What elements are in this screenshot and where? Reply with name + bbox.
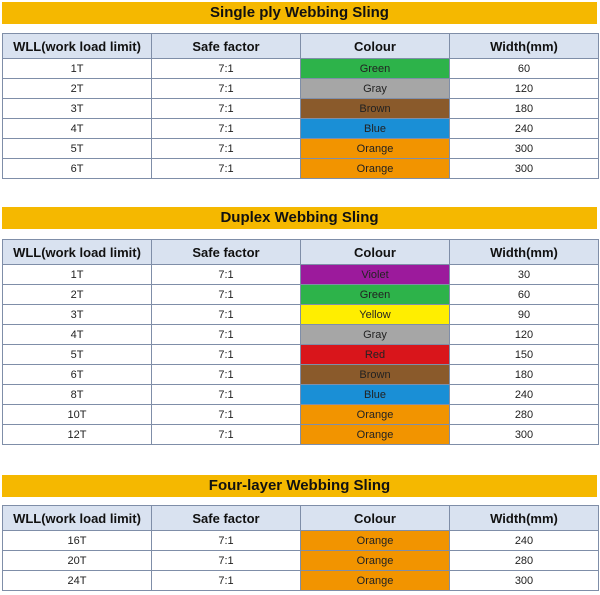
- table-row: [3, 405, 599, 425]
- safe-factor-cell: 7:1: [152, 425, 301, 445]
- header-wll: WLL(work load limit): [3, 240, 152, 265]
- header-colour: Colour: [301, 506, 450, 531]
- wll-cell: 1T: [3, 59, 152, 79]
- safe-factor-cell: 7:1: [152, 265, 301, 285]
- safe-factor-cell: 7:1: [152, 551, 301, 571]
- width-cell: 240: [450, 531, 599, 551]
- wll-cell: 5T: [3, 345, 152, 365]
- header-colour: Colour: [301, 240, 450, 265]
- wll-cell: 2T: [3, 79, 152, 99]
- width-cell: 240: [450, 385, 599, 405]
- table-row: [3, 79, 599, 99]
- width-cell: 300: [450, 425, 599, 445]
- section-title: Four-layer Webbing Sling: [2, 475, 597, 497]
- width-cell: 180: [450, 99, 599, 119]
- width-cell: 60: [450, 59, 599, 79]
- safe-factor-cell: 7:1: [152, 345, 301, 365]
- safe-factor-cell: 7:1: [152, 79, 301, 99]
- header-width: Width(mm): [450, 506, 599, 531]
- header-row: [3, 34, 599, 59]
- table-row: [3, 159, 599, 179]
- table-row: [3, 119, 599, 139]
- wll-cell: 6T: [3, 365, 152, 385]
- spec-table: [2, 505, 599, 591]
- safe-factor-cell: 7:1: [152, 139, 301, 159]
- table-row: [3, 571, 599, 591]
- width-cell: 300: [450, 139, 599, 159]
- table-row: [3, 425, 599, 445]
- header-colour: Colour: [301, 34, 450, 59]
- section-title: Single ply Webbing Sling: [2, 2, 597, 24]
- width-cell: 280: [450, 551, 599, 571]
- safe-factor-cell: 7:1: [152, 325, 301, 345]
- header-safe-factor: Safe factor: [152, 240, 301, 265]
- colour-cell: Orange: [301, 139, 450, 159]
- header-row: [3, 506, 599, 531]
- table-row: [3, 325, 599, 345]
- spec-table: [2, 33, 599, 179]
- table-row: [3, 385, 599, 405]
- colour-cell: Blue: [301, 119, 450, 139]
- safe-factor-cell: 7:1: [152, 385, 301, 405]
- safe-factor-cell: 7:1: [152, 119, 301, 139]
- header-wll: WLL(work load limit): [3, 34, 152, 59]
- wll-cell: 24T: [3, 571, 152, 591]
- table-row: [3, 345, 599, 365]
- wll-cell: 4T: [3, 119, 152, 139]
- header-safe-factor: Safe factor: [152, 34, 301, 59]
- wll-cell: 4T: [3, 325, 152, 345]
- table-row: [3, 365, 599, 385]
- header-wll: WLL(work load limit): [3, 506, 152, 531]
- wll-cell: 1T: [3, 265, 152, 285]
- colour-cell: Orange: [301, 159, 450, 179]
- colour-cell: Orange: [301, 405, 450, 425]
- section-title: Duplex Webbing Sling: [2, 207, 597, 229]
- table-row: [3, 531, 599, 551]
- width-cell: 300: [450, 159, 599, 179]
- width-cell: 150: [450, 345, 599, 365]
- header-safe-factor: Safe factor: [152, 506, 301, 531]
- table-row: [3, 305, 599, 325]
- wll-cell: 6T: [3, 159, 152, 179]
- colour-cell: Orange: [301, 425, 450, 445]
- safe-factor-cell: 7:1: [152, 99, 301, 119]
- colour-cell: Brown: [301, 365, 450, 385]
- width-cell: 300: [450, 571, 599, 591]
- width-cell: 90: [450, 305, 599, 325]
- width-cell: 120: [450, 79, 599, 99]
- header-width: Width(mm): [450, 240, 599, 265]
- wll-cell: 5T: [3, 139, 152, 159]
- colour-cell: Green: [301, 59, 450, 79]
- width-cell: 240: [450, 119, 599, 139]
- colour-cell: Orange: [301, 551, 450, 571]
- wll-cell: 10T: [3, 405, 152, 425]
- wll-cell: 3T: [3, 305, 152, 325]
- wll-cell: 3T: [3, 99, 152, 119]
- header-width: Width(mm): [450, 34, 599, 59]
- width-cell: 60: [450, 285, 599, 305]
- colour-cell: Blue: [301, 385, 450, 405]
- safe-factor-cell: 7:1: [152, 59, 301, 79]
- colour-cell: Yellow: [301, 305, 450, 325]
- table-row: [3, 265, 599, 285]
- width-cell: 30: [450, 265, 599, 285]
- table-row: [3, 285, 599, 305]
- safe-factor-cell: 7:1: [152, 365, 301, 385]
- wll-cell: 16T: [3, 531, 152, 551]
- safe-factor-cell: 7:1: [152, 571, 301, 591]
- width-cell: 280: [450, 405, 599, 425]
- width-cell: 180: [450, 365, 599, 385]
- wll-cell: 12T: [3, 425, 152, 445]
- colour-cell: Violet: [301, 265, 450, 285]
- wll-cell: 8T: [3, 385, 152, 405]
- table-row: [3, 99, 599, 119]
- colour-cell: Gray: [301, 325, 450, 345]
- colour-cell: Orange: [301, 531, 450, 551]
- table-row: [3, 59, 599, 79]
- safe-factor-cell: 7:1: [152, 531, 301, 551]
- colour-cell: Orange: [301, 571, 450, 591]
- table-row: [3, 551, 599, 571]
- colour-cell: Brown: [301, 99, 450, 119]
- wll-cell: 2T: [3, 285, 152, 305]
- header-row: [3, 240, 599, 265]
- wll-cell: 20T: [3, 551, 152, 571]
- spec-table: [2, 239, 599, 445]
- width-cell: 120: [450, 325, 599, 345]
- colour-cell: Gray: [301, 79, 450, 99]
- table-row: [3, 139, 599, 159]
- safe-factor-cell: 7:1: [152, 159, 301, 179]
- colour-cell: Red: [301, 345, 450, 365]
- safe-factor-cell: 7:1: [152, 405, 301, 425]
- safe-factor-cell: 7:1: [152, 305, 301, 325]
- colour-cell: Green: [301, 285, 450, 305]
- safe-factor-cell: 7:1: [152, 285, 301, 305]
